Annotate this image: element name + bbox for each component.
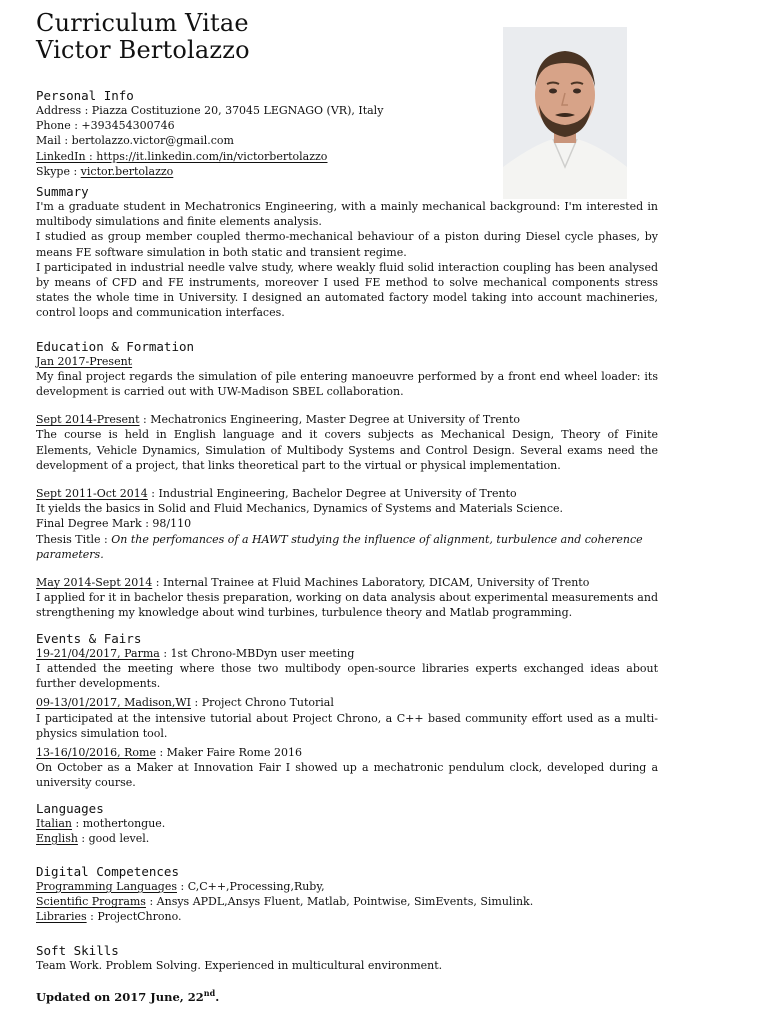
competence-line: Scientific Programs : Ansys APDL,Ansys Fluent, Matlab, Pointwise, SimEvents, Simulink. (36, 895, 534, 909)
soft-skills-section (36, 943, 658, 973)
section-heading: Summary (36, 184, 89, 200)
section-heading: Languages (36, 800, 104, 816)
education-entry: May 2014-Sept 2014 : Internal Trainee at Fluid Machines Laboratory, DICAM, University of Trento I applied for it in bachelor thesis preparation, working on data analysis about experimental measurements and strengthening my knowledge about wind turbines, turbulence theory and Matlab programming. (36, 576, 658, 620)
entry-date: May 2014-Sept 2014 (36, 576, 153, 590)
entry-text: My final project regards the simulation of pile entering manoeuvre performed by a front end wheel loader: its development is carried out with UW-Madison SBEL collaboration. (36, 369, 658, 399)
phone-value: +393454300746 (81, 119, 175, 133)
event-title: Maker Faire Rome 2016 (166, 745, 302, 759)
section-heading: Education & Formation (36, 338, 195, 354)
event-entry: 09-13/01/2017, Madison,WI : Project Chrono Tutorial I participated at the intensive tutorial about Project Chrono, a C++ based community effort used as a multi-physics simulation tool. (36, 696, 658, 740)
event-title: Project Chrono Tutorial (201, 696, 334, 710)
section-heading: Events & Fairs (36, 630, 142, 646)
entry-title: Industrial Engineering, Bachelor Degree at University of Trento (158, 487, 517, 501)
section-heading: Personal Info (36, 88, 134, 103)
event-entry: 19-21/04/2017, Parma : 1st Chrono-MBDyn user meeting I attended the meeting where those two multibody open-source libraries experts exchanged ideas about further developments. (36, 646, 658, 691)
event-entry: 13-16/10/2016, Rome : Maker Faire Rome 2016 On October as a Maker at Innovation Fair I showed up a mechatronic pendulum clock, developed during a university course. (36, 745, 658, 790)
summary-paragraph: I'm a graduate student in Mechatronics Engineering, with a mainly mechanical background: I'm interested in multibody simulations and finite elements analysis. (36, 200, 658, 229)
title-line-1: Curriculum Vitae (36, 9, 249, 37)
digital-section (36, 864, 658, 925)
event-title: 1st Chrono-MBDyn user meeting (170, 646, 355, 660)
degree-mark: 98/110 (152, 517, 192, 531)
entry-text: I applied for it in bachelor thesis preparation, working on data analysis about experimental measurements and strengthening my knowledge about wind turbines, turbulence theory and Matlab programming. (36, 591, 658, 620)
education-section (36, 339, 658, 621)
event-date: 19-21/04/2017, Parma (36, 646, 160, 660)
education-entry (36, 354, 658, 400)
event-date: 09-13/01/2017, Madison,WI (36, 696, 191, 710)
updated-footer: Updated on 2017 June, 22nd. (36, 988, 220, 1004)
address-line: Address : Piazza Costituzione 20, 37045 LEGNAGO (VR), Italy (36, 104, 384, 117)
language-name: Italian (36, 816, 73, 830)
language-line: English : good level. (36, 831, 150, 845)
degree-mark-line: Final Degree Mark : 98/110 (36, 517, 192, 531)
summary-paragraph: I studied as group member coupled thermo-mechanical behaviour of a piston during Diesel cycle phases, by means FE software simulation in both static and transient regime. (36, 230, 658, 259)
events-section (36, 631, 658, 791)
entry-text: The course is held in English language and it covers subjects as Mechanical Design, Theory of Finite Elements, Vehicle Dynamics, Simulation of Multibody Systems and Control Design. Several exams need the development of a project, that links theoretical part to the virtual or physical implementation. (36, 428, 658, 472)
languages-section (36, 801, 658, 846)
entry-date: Sept 2014-Present (36, 413, 140, 427)
event-text: I attended the meeting where those two multibody open-source libraries experts exchanged ideas about further developments. (36, 661, 658, 691)
skype-line: Skype : victor.bertolazzo (36, 164, 174, 178)
event-date: 13-16/10/2016, Rome (36, 745, 156, 759)
entry-date: Jan 2017-Present (36, 354, 133, 368)
soft-skills-text: Team Work. Problem Solving. Experienced in multicultural environment. (36, 958, 443, 972)
cv-title (36, 10, 250, 64)
competence-value: Ansys APDL,Ansys Fluent, Matlab, Pointwise, SimEvents, Simulink. (156, 895, 534, 909)
competence-value: ProjectChrono. (97, 910, 182, 924)
language-name: English (36, 831, 78, 845)
education-entry: Sept 2014-Present : Mechatronics Engineering, Master Degree at University of Trento The course is held in English language and it covers subjects as Mechanical Design, Theory of Finite Elements, Vehicle Dynamics, Simulation of Multibody Systems and Control Design. Several exams need the development of a project, that links theoretical part to the virtual or physical implementation. (36, 413, 658, 472)
summary-section (36, 184, 658, 321)
event-text: On October as a Maker at Innovation Fair I showed up a mechatronic pendulum clock, developed during a university course. (36, 761, 658, 790)
entry-text: It yields the basics in Solid and Fluid Mechanics, Dynamics of Systems and Materials Science. (36, 502, 563, 516)
mail-line: Mail : bertolazzo.victor@gmail.com (36, 134, 234, 148)
competence-label: Programming Languages (36, 879, 177, 893)
event-text: I participated at the intensive tutorial about Project Chrono, a C++ based community effort used as a multi-physics simulation tool. (36, 711, 658, 740)
section-heading: Soft Skills (36, 942, 119, 958)
mail-value: bertolazzo.victor@gmail.com (71, 134, 234, 148)
entry-date: Sept 2011-Oct 2014 (36, 487, 148, 501)
linkedin-link[interactable]: https://it.linkedin.com/in/victorbertolazzo (96, 149, 328, 163)
language-level: good level. (88, 831, 150, 845)
title-line-2: Victor Bertolazzo (36, 36, 250, 64)
entry-title: Internal Trainee at Fluid Machines Laboratory, DICAM, University of Trento (162, 576, 590, 590)
competence-line: Libraries : ProjectChrono. (36, 910, 182, 924)
personal-info-section (36, 88, 658, 179)
entry-title: Mechatronics Engineering, Master Degree at University of Trento (150, 413, 521, 427)
language-line: Italian : mothertongue. (36, 816, 166, 830)
thesis-title: On the perfomances of a HAWT studying the influence of alignment, turbulence and coherence parameters. (36, 532, 643, 561)
summary-paragraph: I participated in industrial needle valve study, where weakly fluid solid interaction coupling has been analysed by means of CFD and FE instruments, moreover I used FE method to solve mechanical components stress states the whole time in University. I designed an automated factory model taking into account machineries, control loops and communication interfaces. (36, 260, 658, 320)
section-heading: Digital Competences (36, 863, 179, 879)
skype-link[interactable]: victor.bertolazzo (80, 164, 174, 178)
phone-line: Phone : +393454300746 (36, 119, 175, 133)
language-level: mothertongue. (82, 816, 166, 830)
competence-label: Libraries (36, 910, 87, 924)
competence-line: Programming Languages : C,C++,Processing,Ruby, (36, 879, 325, 893)
education-entry: Sept 2011-Oct 2014 : Industrial Engineering, Bachelor Degree at University of Trento It yields the basics in Solid and Fluid Mechanics, Dynamics of Systems and Materials Science. Final Degree Mark : 98/110 Thesis Title : On the perfomances of a HAWT studying the influence of alignment, turbulence and coherence parameters. (36, 486, 658, 562)
competence-label: Scientific Programs (36, 895, 146, 909)
competence-value: C,C++,Processing,Ruby, (187, 879, 325, 893)
thesis-line: Thesis Title : On the perfomances of a HAWT studying the influence of alignment, turbulence and coherence parameters. (36, 532, 643, 561)
cv-content (36, 88, 658, 973)
address-value: Piazza Costituzione 20, 37045 LEGNAGO (VR), Italy (91, 104, 384, 117)
linkedin-line: LinkedIn : https://it.linkedin.com/in/victorbertolazzo (36, 149, 328, 163)
